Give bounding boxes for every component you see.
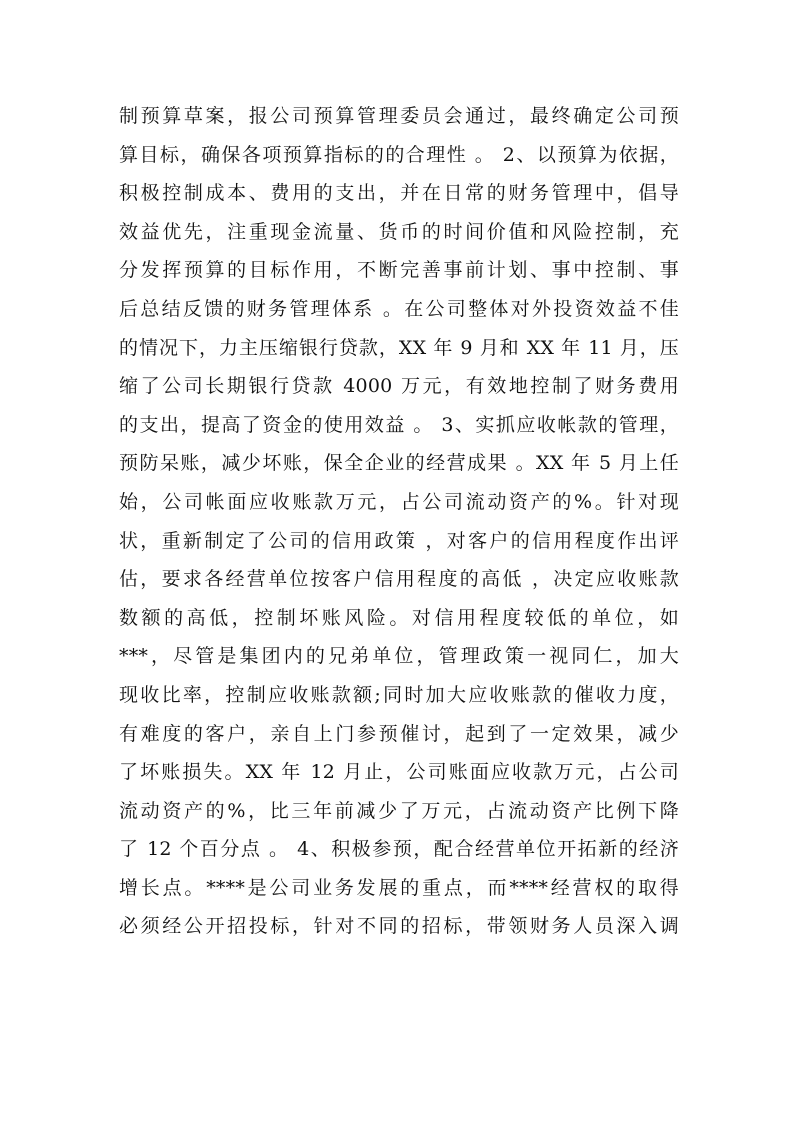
text-line-3: 积极控制成本、费用的支出，并在日常的财务管理中，倡导 <box>119 182 679 205</box>
text-line-13: 估，要求各经营单位按客户信用程度的高低 ，决定应收账款 <box>119 568 679 591</box>
text-line-11: 始，公司帐面应收账款万元，占公司流动资产的%。针对现 <box>119 490 679 513</box>
text-line-17: 有难度的客户，亲自上门参预催讨，起到了一定效果，减少 <box>119 722 679 745</box>
text-line-12: 状，重新制定了公司的信用政策 ，对客户的信用程度作出评 <box>119 529 679 552</box>
text-line-1: 制预算草案，报公司预算管理委员会通过，最终确定公司预 <box>119 105 679 127</box>
text-line-22: 必须经公开招投标，针对不同的招标，带领财务人员深入调 <box>119 915 679 938</box>
text-line-5: 分发挥预算的目标作用，不断完善事前计划、事中控制、事 <box>119 259 679 282</box>
text-line-18: 了坏账损失。XX 年 12 月止，公司账面应收款万元，占公司 <box>119 761 679 784</box>
text-line-16: 现收比率，控制应收账款额;同时加大应收账款的催收力度， <box>119 683 679 706</box>
text-line-19: 流动资产的%，比三年前减少了万元，占流动资产比例下降 <box>119 799 679 822</box>
text-line-9: 的支出，提高了资金的使用效益 。 3、实抓应收帐款的管理， <box>119 413 679 436</box>
text-line-2: 算目标，确保各项预算指标的的合理性 。 2、以预算为依据， <box>119 143 679 166</box>
text-line-21: 增长点。****是公司业务发展的重点，而****经营权的取得 <box>119 876 679 899</box>
text-line-10: 预防呆账，减少坏账，保全企业的经营成果 。XX 年 5 月上任 <box>119 452 679 475</box>
text-line-14: 数额的高低，控制坏账风险。对信用程度较低的单位，如 <box>119 606 679 629</box>
text-line-20: 了 12 个百分点 。 4、积极参预，配合经营单位开拓新的经济 <box>119 838 679 861</box>
body-text <box>119 97 679 946</box>
text-line-4: 效益优先，注重现金流量、货币的时间价值和风险控制，充 <box>119 220 679 243</box>
text-line-7: 的情况下，力主压缩银行贷款，XX 年 9 月和 XX 年 11 月，压 <box>119 336 679 359</box>
text-line-15: ***，尽管是集团内的兄弟单位，管理政策一视同仁，加大 <box>119 645 679 668</box>
text-line-8: 缩了公司长期银行贷款 4000 万元，有效地控制了财务费用 <box>119 375 679 398</box>
text-line-6: 后总结反馈的财务管理体系 。在公司整体对外投资效益不佳 <box>119 297 679 320</box>
